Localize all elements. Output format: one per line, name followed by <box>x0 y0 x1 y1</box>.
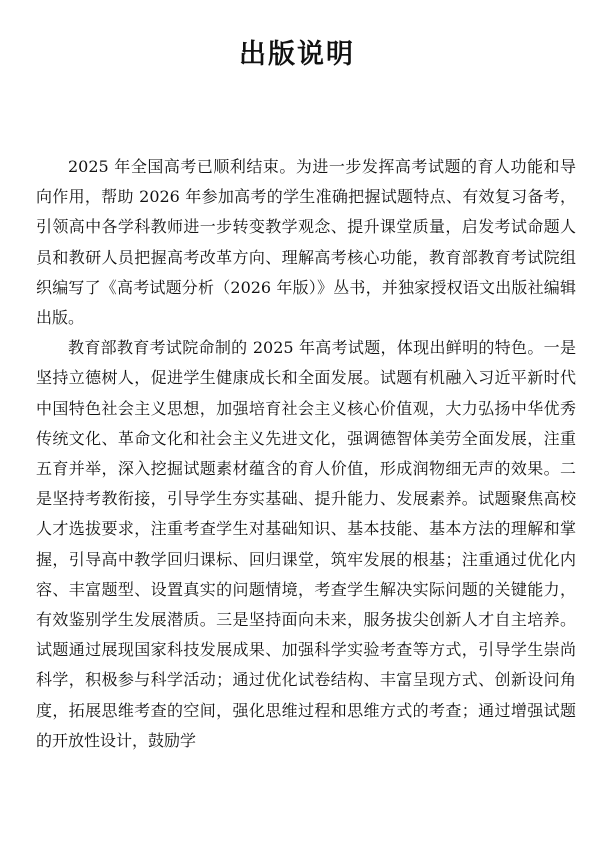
paragraph-1: 2025 年全国高考已顺利结束。为进一步发挥高考试题的育人功能和导向作用，帮助 2026 年参加高考的学生准确把握试题特点、有效复习备考，引领高中各学科教师进一步转变教学观念、提升课堂质量，启发考试命题人员和教研人员把握高考改革方向、理解高考核心功能，教育部教育考试院组织编写了《高考试题分析（2026 年版）》丛书，并独家授权语文出版社编辑出版。 <box>36 157 576 328</box>
paragraph-2: 教育部教育考试院命制的 2025 年高考试题，体现出鲜明的特色。一是坚持立德树人，促进学生健康成长和全面发展。试题有机融入习近平新时代中国特色社会主义思想，加强培育社会主义核心价值观，大力弘扬中华优秀传统文化、革命文化和社会主义先进文化，强调德智体美劳全面发展，注重五育并举，深入挖掘试题素材蕴含的育人价值，形成润物细无声的效果。二是坚持考教衔接，引导学生夯实基础、提升能力、发展素养。试题聚焦高校人才选拔要求，注重考查学生对基础知识、基本技能、基本方法的理解和掌握，引导高中教学回归课标、回归课堂，筑牢发展的根基；注重通过优化内容、丰富题型、设置真实的问题情境，考查学生解决实际问题的关键能力，有效鉴别学生发展潜质。三是坚持面向未来，服务拔尖创新人才自主培养。试题通过展现国家科技发展成果、加强科学实验考查等方式，引导学生崇尚科学，积极参与科学活动；通过优化试卷结构、丰富呈现方式、创新设问角度，拓展思维考查的空间，强化思维过程和思维方式的考查；通过增强试题的开放性设计，鼓励学 <box>36 338 576 750</box>
body-text <box>36 152 576 756</box>
page-title: 出版说明 <box>239 39 355 70</box>
